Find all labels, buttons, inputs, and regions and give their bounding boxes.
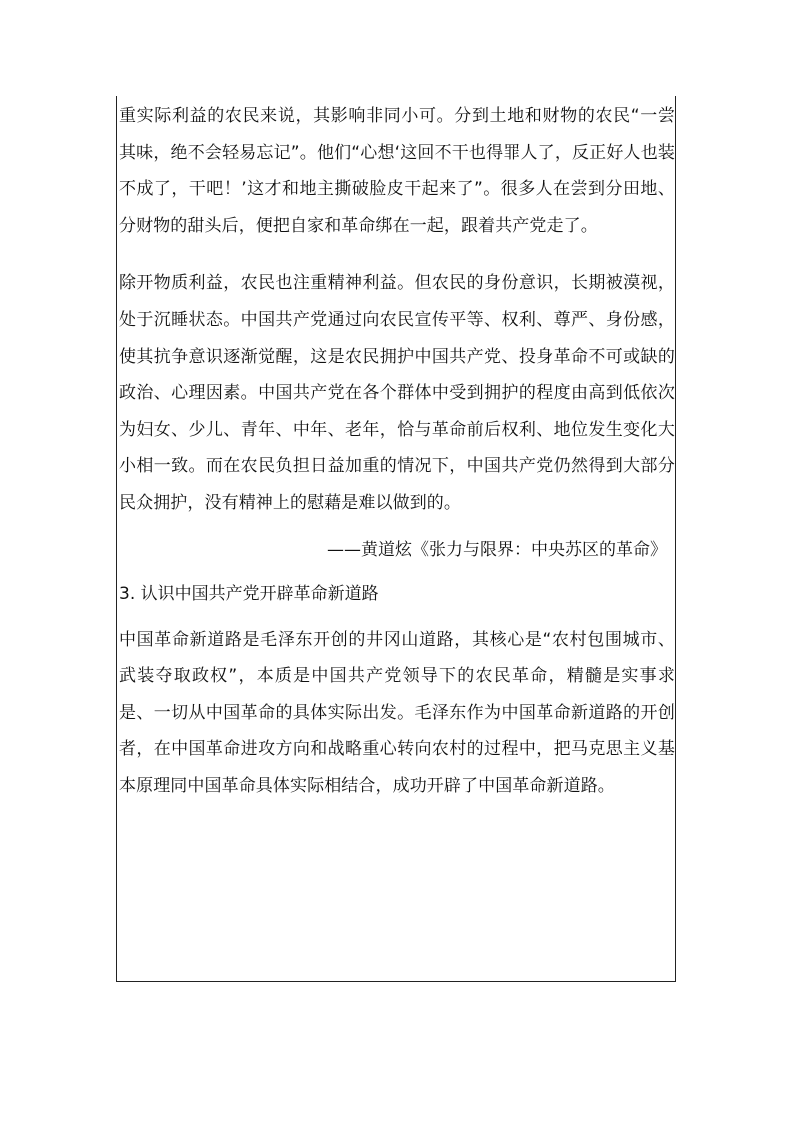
- quote-attribution: ——黄道炫《张力与限界：中央苏区的革命》: [327, 539, 667, 560]
- paragraph-spiritual-interests: 除开物质利益，农民也注重精神利益。但农民的身份意识，长期被漠视，处于沉睡状态。中国共产党通过向农民宣传平等、权利、尊严、身份感，使其抗争意识逐渐觉醒，这是农民拥护中国共产党、投身革命不可或缺的政治、心理因素。中国共产党在各个群体中受到拥护的程度由高到低依次为妇女、少儿、青年、中年、老年，恰与革命前后权利、地位发生变化大小相一致。而在农民负担日益加重的情况下，中国共产党仍然得到大部分民众拥护，没有精神上的慰藉是难以做到的。: [119, 273, 675, 513]
- paragraph-new-revolutionary-path: 中国革命新道路是毛泽东开创的井冈山道路，其核心是“农村包围城市、武装夺取政权”，本质是中国共产党领导下的农民革命，精髓是实事求是、一切从中国革命的具体实际出发。毛泽东作为中国革命新道路的开创者，在中国革命进攻方向和战略重心转向农村的过程中，把马克思主义基本原理同中国革命具体实际相结合，成功开辟了中国革命新道路。: [119, 629, 675, 796]
- document-body: [119, 98, 675, 805]
- paragraph-peasant-interests: 重实际利益的农民来说，其影响非同小可。分到土地和财物的农民“一尝其味，绝不会轻易忘记”。他们“心想‘这回不干也得罪人了，反正好人也装不成了，干吧！’这才和地主撕破脸皮干起来了”。很多人在尝到分田地、分财物的甜头后，便把自家和革命绑在一起，跟着共产党走了。: [119, 106, 675, 236]
- section-heading: 3. 认识中国共产党开辟革命新道路: [119, 583, 379, 604]
